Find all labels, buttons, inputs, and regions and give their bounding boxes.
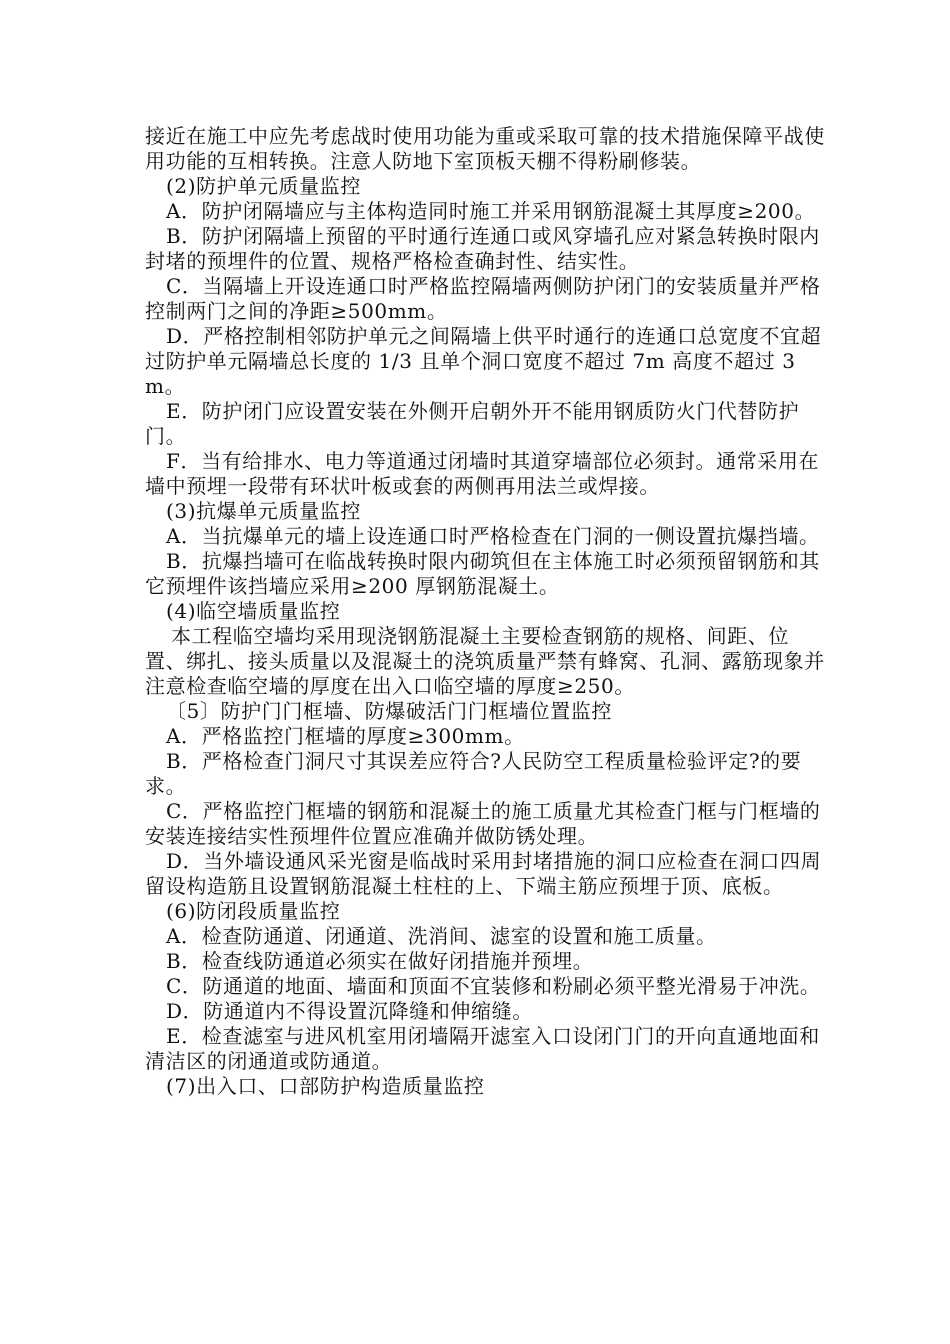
section-heading: (6)防闭段质量监控: [166, 899, 341, 923]
paragraph: 本工程临空墙均采用现浇钢筋混凝土主要检查钢筋的规格、间距、位置、绑扎、接头质量以及混凝土的浇筑质量严禁有蜂窝、孔洞、露筋现象并注意检查临空墙的厚度在出入口临空墙的厚度≥250。: [145, 624, 825, 698]
section-heading: (4)临空墙质量监控: [166, 599, 341, 623]
section-heading: (2)防护单元质量监控: [166, 174, 361, 198]
paragraph: B．抗爆挡墙可在临战转换时限内砌筑但在主体施工时必须预留钢筋和其它预埋件该挡墙应采用≥200 厚钢筋混凝土。: [145, 549, 820, 598]
document-body: [145, 124, 828, 1099]
section-heading: (3)抗爆单元质量监控: [166, 499, 361, 523]
paragraph: A．检查防通道、闭通道、洗消间、滤室的设置和施工质量。: [166, 924, 717, 948]
paragraph: E．检查滤室与进风机室用闭墙隔开滤室入口设闭门门的开向直通地面和清洁区的闭通道或防通道。: [145, 1024, 820, 1073]
paragraph: D．防通道内不得设置沉降缝和伸缩缝。: [166, 999, 533, 1023]
paragraph: F．当有给排水、电力等道通过闭墙时其道穿墙部位必须封。通常采用在墙中预埋一段带有环状叶板或套的两侧再用法兰或焊接。: [145, 449, 820, 498]
paragraph: C．严格监控门框墙的钢筋和混凝土的施工质量尤其检查门框与门框墙的安装连接结实性预埋件位置应准确并做防锈处理。: [145, 799, 821, 848]
paragraph: D．严格控制相邻防护单元之间隔墙上供平时通行的连通口总宽度不宜超过防护单元隔墙总长度的 1/3 且单个洞口宽度不超过 7m 高度不超过 3m。: [145, 324, 822, 398]
paragraph: C．防通道的地面、墙面和顶面不宜装修和粉刷必须平整光滑易于冲洗。: [166, 974, 821, 998]
paragraph: E．防护闭门应设置安装在外侧开启朝外开不能用钢质防火门代替防护门。: [145, 399, 800, 448]
section-heading: 〔5〕防护门门框墙、防爆破活门门框墙位置监控: [166, 699, 612, 723]
paragraph: C．当隔墙上开设连通口时严格监控隔墙两侧防护闭门的安装质量并严格控制两门之间的净距≥500mm。: [145, 274, 821, 323]
paragraph: B．检查线防通道必须实在做好闭措施并预埋。: [166, 949, 594, 973]
paragraph: D．当外墙设通风采光窗是临战时采用封堵措施的洞口应检查在洞口四周留设构造筋且设置钢筋混凝土柱柱的上、下端主筋应预埋于顶、底板。: [145, 849, 822, 898]
section-heading: (7)出入口、口部防护构造质量监控: [166, 1074, 485, 1098]
paragraph: A．防护闭隔墙应与主体构造同时施工并采用钢筋混凝土其厚度≥200。: [166, 199, 816, 223]
paragraph: A．严格监控门框墙的厚度≥300mm。: [166, 724, 525, 748]
paragraph: B．严格检查门洞尺寸其误差应符合?人民防空工程质量检验评定?的要求。: [145, 749, 802, 798]
paragraph: A．当抗爆单元的墙上设连通口时严格检查在门洞的一侧设置抗爆挡墙。: [166, 524, 820, 548]
paragraph: 接近在施工中应先考虑战时使用功能为重或采取可靠的技术措施保障平战使用功能的互相转换。注意人防地下室顶板天棚不得粉刷修装。: [145, 124, 825, 173]
paragraph: B．防护闭隔墙上预留的平时通行连通口或风穿墙孔应对紧急转换时限内封堵的预埋件的位置、规格严格检查确封性、结实性。: [145, 224, 820, 273]
